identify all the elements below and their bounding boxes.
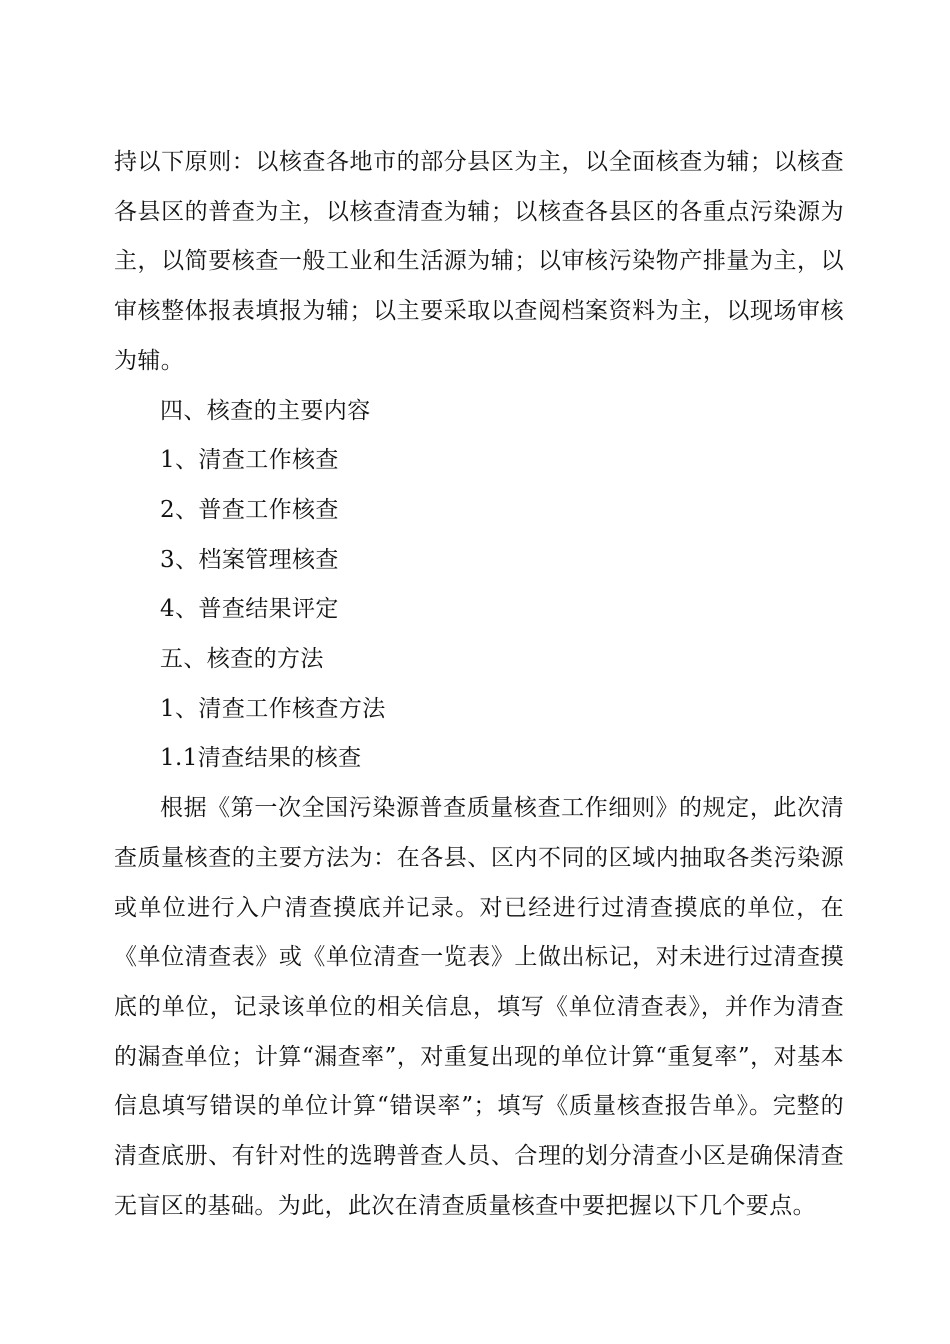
subheading-clearance-method: 1、清查工作核查方法 [160,695,386,722]
section-heading-methods: 五、核查的方法 [160,646,324,673]
list-item-result-evaluation: 4、普查结果评定 [160,596,339,623]
paragraph-principles: 持以下原则：以核查各地市的部分县区为主，以全面核查为辅；以核查各县区的普查为主，以核查清查为辅；以核查各县区的各重点污染源为主，以简要核查一般工业和生活源为辅；以审核污染物产排量为主，以审核整体报表填报为辅；以主要采取以查阅档案资料为主，以现场审核为辅。 [114,149,844,374]
list-item-clearance-check: 1、清查工作核查 [160,447,339,474]
list-item-census-check: 2、普查工作核查 [160,496,339,523]
subheading-clearance-result-check: 1.1清查结果的核查 [160,745,362,772]
section-heading-main-content: 四、核查的主要内容 [160,397,371,424]
list-item-archive-check: 3、档案管理核查 [160,546,339,573]
paragraph-method-detail: 根据《第一次全国污染源普查质量核查工作细则》的规定，此次清查质量核查的主要方法为：在各县、区内不同的区域内抽取各类污染源或单位进行入户清查摸底并记录。对已经进行过清查摸底的单位，在《单位清查表》或《单位清查一览表》上做出标记，对未进行过清查摸底的单位，记录该单位的相关信息，填写《单位清查表》，并作为清查的漏查单位；计算“漏查率”，对重复出现的单位计算“重复率”，对基本信息填写错误的单位计算“错误率”；填写《质量核查报告单》。完整的清查底册、有针对性的选聘普查人员、合理的划分清查小区是确保清查无盲区的基础。为此，此次在清查质量核查中要把握以下几个要点。 [114,795,844,1219]
document-body [114,138,844,1231]
